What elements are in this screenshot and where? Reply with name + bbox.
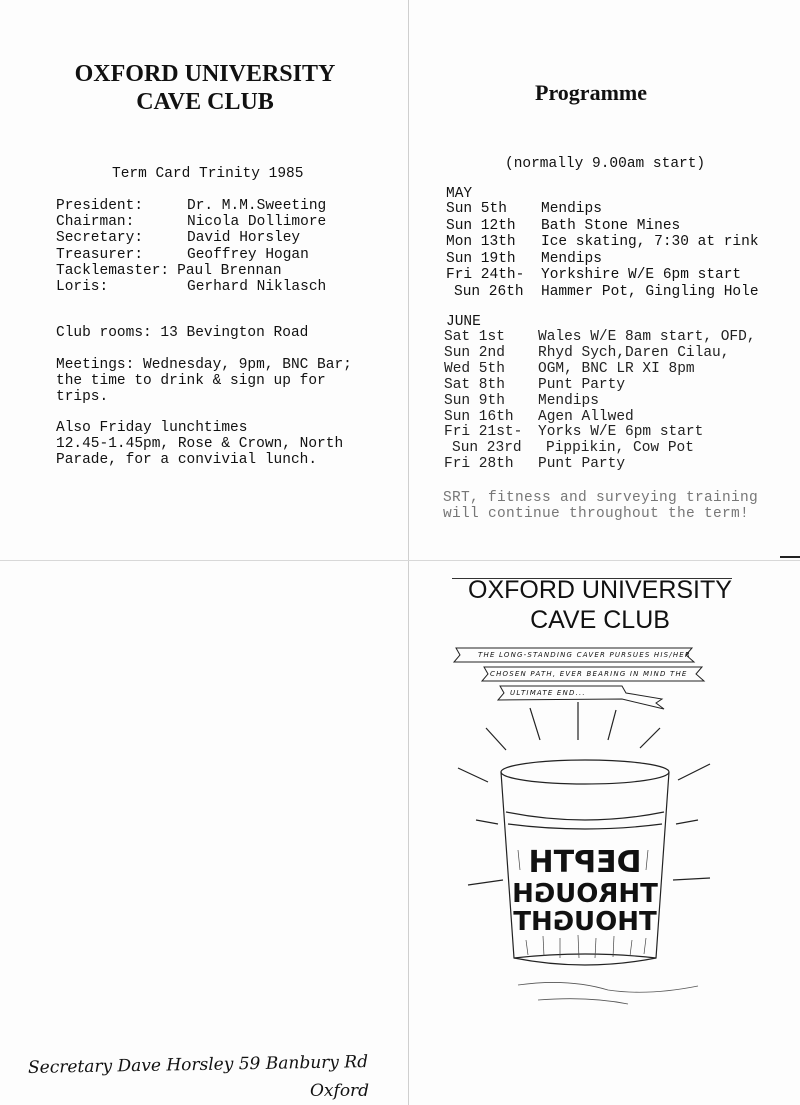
club-title-line: OXFORD UNIVERSITY bbox=[74, 61, 336, 87]
event-name: Mendips bbox=[541, 250, 602, 267]
event-name: Mendips bbox=[541, 201, 602, 217]
event-name: OGM, BNC LR XI 8pm bbox=[538, 360, 695, 377]
programme-title: Programme bbox=[535, 80, 647, 105]
officer-row bbox=[56, 230, 326, 246]
training-note: SRT, fitness and surveying training will continue throughout the term! bbox=[443, 490, 759, 522]
event-date: Wed 5th bbox=[444, 360, 505, 377]
officer-row bbox=[56, 214, 326, 230]
officer-role: Chairman: bbox=[56, 214, 135, 231]
officer-row bbox=[56, 279, 326, 295]
event-row bbox=[444, 362, 756, 378]
vertical-fold-line bbox=[408, 0, 409, 1105]
event-date: Sun 23rd bbox=[452, 440, 522, 457]
event-date: Sun 9th bbox=[444, 392, 505, 409]
officer-role: Tacklemaster: bbox=[56, 262, 170, 279]
officer-row bbox=[56, 263, 326, 279]
handwritten-address-line: Secretary Dave Horsley 59 Banbury Rd bbox=[27, 1052, 369, 1078]
glass-word: DEPTH bbox=[528, 845, 642, 880]
may-events bbox=[446, 201, 759, 300]
officer-row bbox=[56, 247, 326, 263]
friday-lunch-text: Also Friday lunchtimes 12.45-1.45pm, Rose & Crown, North Parade, for a convivial lunch. bbox=[56, 420, 344, 469]
event-name: Rhyd Sych,Daren Cilau, bbox=[538, 344, 730, 361]
officer-name: Dr. M.M.Sweeting bbox=[187, 198, 327, 214]
event-row bbox=[446, 234, 759, 251]
event-date: Sun 5th bbox=[446, 201, 507, 217]
event-row bbox=[446, 267, 759, 284]
event-name: Agen Allwed bbox=[538, 408, 634, 425]
officer-name: Nicola Dollimore bbox=[187, 214, 327, 231]
event-row bbox=[444, 457, 756, 473]
event-row bbox=[444, 410, 756, 426]
event-row bbox=[444, 441, 756, 457]
event-name: Punt Party bbox=[538, 376, 626, 393]
handwritten-note bbox=[27, 1052, 398, 1105]
officer-name: David Horsley bbox=[187, 230, 301, 247]
event-name: Mendips bbox=[538, 392, 599, 409]
programme-subtitle: (normally 9.00am start) bbox=[505, 156, 706, 172]
cover-title bbox=[420, 575, 780, 635]
event-name: Wales W/E 8am start, OFD, bbox=[538, 329, 756, 345]
event-date: Mon 13th bbox=[446, 234, 516, 250]
officer-name: Geoffrey Hogan bbox=[187, 246, 309, 263]
event-name: Pippikin, Cow Pot bbox=[546, 440, 694, 457]
fold-mark bbox=[780, 556, 800, 558]
month-heading-may: MAY bbox=[446, 186, 473, 202]
event-date: Sat 8th bbox=[444, 376, 505, 393]
horizontal-fold-line bbox=[0, 560, 800, 561]
beer-glass-illustration bbox=[448, 700, 748, 1030]
event-row bbox=[446, 251, 759, 268]
event-date: Sun 2nd bbox=[444, 344, 505, 361]
officer-role: President: bbox=[56, 198, 144, 214]
event-row bbox=[444, 346, 756, 362]
glass-drawing-icon bbox=[448, 700, 748, 1030]
event-name: Ice skating, 7:30 at rink bbox=[541, 234, 759, 250]
club-title bbox=[40, 60, 370, 116]
officers-list bbox=[56, 198, 326, 295]
event-name: Bath Stone Mines bbox=[541, 217, 681, 234]
event-row bbox=[444, 378, 756, 394]
club-title-line: CAVE CLUB bbox=[136, 89, 274, 115]
event-date: Sun 12th bbox=[446, 217, 516, 234]
event-row bbox=[444, 425, 756, 441]
event-date: Sat 1st bbox=[444, 329, 505, 345]
officer-row bbox=[56, 198, 326, 214]
officer-name: Paul Brennan bbox=[177, 262, 282, 279]
event-date: Sun 16th bbox=[444, 408, 514, 425]
june-events bbox=[444, 330, 756, 473]
event-row bbox=[444, 330, 756, 346]
event-date: Fri 28th bbox=[444, 456, 514, 473]
month-heading-june: JUNE bbox=[446, 314, 481, 330]
glass-word: THOUGHT bbox=[513, 907, 657, 937]
event-row bbox=[444, 394, 756, 410]
event-name: Yorks W/E 6pm start bbox=[538, 424, 704, 441]
officer-role: Secretary: bbox=[56, 230, 144, 247]
club-rooms-text: Club rooms: 13 Bevington Road bbox=[56, 325, 309, 341]
event-date: Sun 19th bbox=[446, 250, 516, 267]
event-name: Hammer Pot, Gingling Hole bbox=[541, 283, 759, 300]
event-date: Sun 26th bbox=[454, 283, 524, 300]
event-date: Fri 24th- bbox=[446, 267, 525, 283]
tagline-line: ULTIMATE END... bbox=[510, 689, 586, 697]
officer-role: Treasurer: bbox=[56, 246, 144, 263]
term-card-subtitle: Term Card Trinity 1985 bbox=[112, 166, 304, 182]
glass-word: THROUGH bbox=[512, 879, 658, 909]
event-date: Fri 21st- bbox=[444, 424, 523, 441]
tagline-line: CHOSEN PATH, EVER BEARING IN MIND THE bbox=[490, 670, 688, 678]
event-row bbox=[446, 218, 759, 235]
event-row bbox=[446, 284, 759, 301]
handwritten-city-line: Oxford bbox=[310, 1081, 370, 1101]
event-name: Punt Party bbox=[538, 456, 626, 473]
event-row bbox=[446, 201, 759, 218]
meetings-text: Meetings: Wednesday, 9pm, BNC Bar; the time to drink & sign up for trips. bbox=[56, 357, 352, 406]
officer-name: Gerhard Niklasch bbox=[187, 279, 327, 296]
cover-title-line: CAVE CLUB bbox=[530, 606, 670, 634]
cover-title-line: OXFORD UNIVERSITY bbox=[468, 576, 732, 604]
event-name: Yorkshire W/E 6pm start bbox=[541, 267, 742, 283]
tagline-line: THE LONG-STANDING CAVER PURSUES HIS/HER bbox=[478, 651, 691, 659]
officer-role: Loris: bbox=[56, 279, 109, 296]
